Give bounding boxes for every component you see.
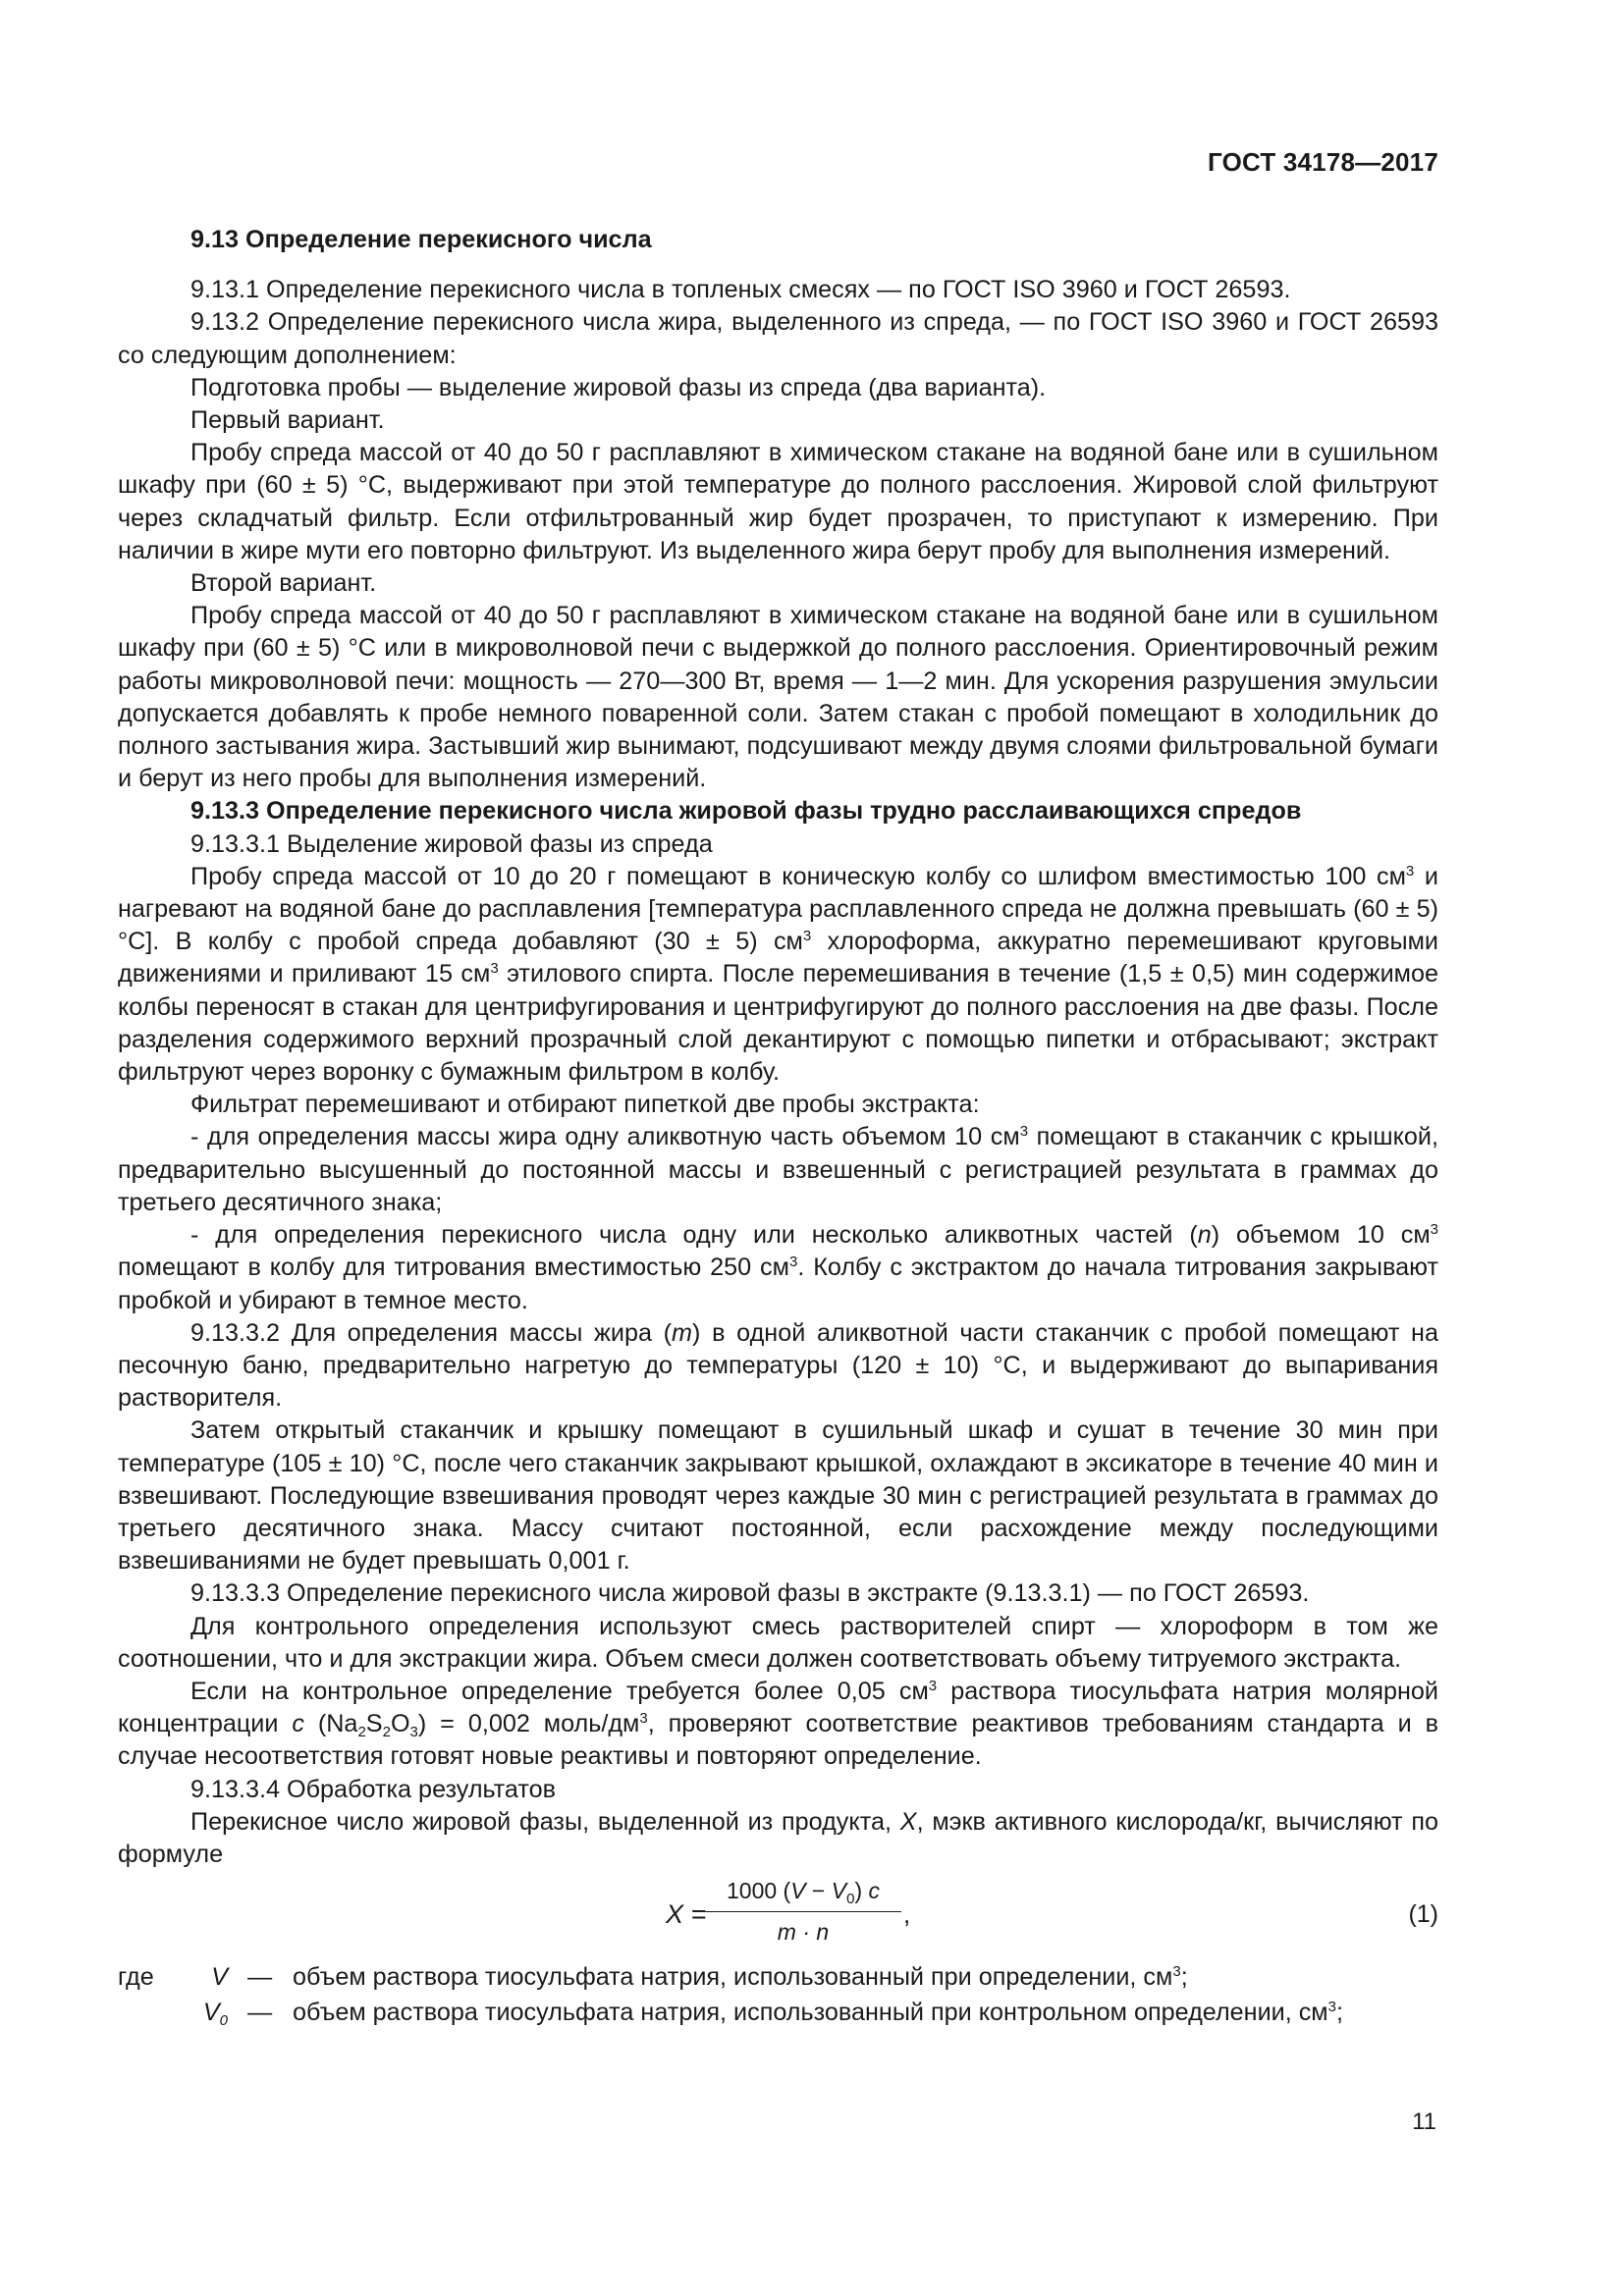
paragraph-sample-prep: Подготовка пробы — выделение жировой фазы из спреда (два варианта). (190, 373, 1047, 401)
paragraph-control: Для контрольного определения используют смесь растворителей спирт — хлороформ в том же соотношении, что и для экстракции жира. Объем смеси должен соответствовать объему титруемого экстракта. (118, 1612, 1438, 1673)
formula-fraction (705, 1875, 901, 1949)
formula-1 (118, 1871, 1438, 1961)
equation-number: (1) (1408, 1900, 1438, 1929)
paragraph-thiosulfate: Если на контрольное определение требуется более 0,05 $см^3$ раствора тиосульфата натрия молярной концентрации c $(Na_2S_2O_3) = 0,002$ моль/$дм^3$, проверяют соответствие реактивов требованиям стандарта и в случае несоответствия готовят новые реактивы и повторяют определение. (118, 1677, 1438, 1771)
paragraph-variant-2: Второй вариант. (190, 569, 377, 598)
where-row-v: где V — объем раствора тиосульфата натрия, использованный при определении, $см^3$; (118, 1961, 1438, 1997)
paragraph-9-13-3-3: 9.13.3.3 Определение перекисного числа жировой фазы в экстракте (9.13.3.1) — по ГОСТ 26593. (190, 1579, 1310, 1608)
paragraph-drying: Затем открытый стаканчик и крышку помещают в сушильный шкаф и сушат в течение 30 мин при температуре (105 ± 10) °С, после чего стаканчик закрывают крышкой, охлаждают в эксикаторе в течение 40 мин и взвешивают. Последующие взвешивания проводят через каждые 30 мин с регистрацией результата в граммах до третьего десятичного знака. Массу считают постоянной, если расхождение между последующими взвешиваниями не будет превышать 0,001 г. (118, 1416, 1438, 1575)
formula-lhs: X = (666, 1899, 707, 1930)
paragraph-9-13-1: 9.13.1 Определение перекисного числа в топленых смесях — по ГОСТ ISO 3960 и ГОСТ 26593. (190, 276, 1291, 304)
subsection-heading-9-13-3: 9.13.3 Определение перекисного числа жировой фазы трудно расслаивающихся спредов (190, 797, 1302, 826)
section-heading: 9.13 Определение перекисного числа (190, 226, 652, 253)
where-label: где (118, 1963, 154, 1992)
paragraph-9-13-3-4: 9.13.3.4 Обработка результатов (190, 1775, 557, 1803)
paragraph-9-13-3-2: 9.13.3.2 Для определения массы жира (m) в одной аликвотной части стаканчик с пробой помещают на песочную баню, предварительно нагретую до температуры (120 ± 10) °С, и выдерживают до выпаривания растворителя. (118, 1318, 1438, 1413)
definition-v: объем раствора тиосульфата натрия, использованный при определении, $см^3$; (293, 1963, 1188, 1992)
formula-comma: , (903, 1899, 911, 1930)
definition-v0: объем раствора тиосульфата натрия, использованный при контрольном определении, $см^3$; (293, 1999, 1343, 2027)
paragraph-extraction: Пробу спреда массой от 10 до 20 г помещают в коническую колбу со шлифом вместимостью 100 $см^3$ и нагревают на водяной бане до расплавления [температура расплавленного спреда не должна превышать (60 ± 5) °С]. В колбу с пробой спреда добавляют (30 ± 5) $см^3$ хлороформа, аккуратно перемешивают круговыми движениями и приливают 15 $см^3$ этилового спирта. После перемешивания в течение (1,5 ± 0,5) мин содержимое колбы переносят в стакан для центрифугирования и центрифугируют до полного расслоения на две фазы. После разделения содержимого верхний прозрачный слой декантируют с помощью пипетки и отбрасывают; экстракт фильтруют через воронку с бумажным фильтром в колбу. (118, 862, 1439, 1087)
page-number: 11 (1412, 2109, 1436, 2135)
paragraph-filtrate: Фильтрат перемешивают и отбирают пипеткой две пробы экстракта: (190, 1091, 980, 1119)
where-row-v0: $V_0$ — объем раствора тиосульфата натрия, использованный при контрольном определении, $см^3$; (118, 1997, 1438, 2032)
paragraph-formula-intro: Перекисное число жировой фазы, выделенной из продукта, X, мэкв активного кислорода/кг, вычисляют по формуле (118, 1807, 1438, 1868)
standard-number: ГОСТ 34178—2017 (1208, 147, 1438, 177)
paragraph-9-13-3-1: 9.13.3.1 Выделение жировой фазы из спреда (190, 829, 713, 858)
list-item-peroxide: - для определения перекисного числа одну или несколько аликвотных частей (n) объемом 10 $см^3$ помещают в колбу для титрования вместимостью 250 $см^3$. Колбу с экстрактом до начала титрования закрывают пробкой и убирают в темное место. (118, 1221, 1439, 1314)
paragraph-9-13-2: 9.13.2 Определение перекисного числа жира, выделенного из спреда, — по ГОСТ ISO 3960 и ГОСТ 26593 со следующим дополнением: (118, 308, 1438, 369)
paragraph-variant-1: Первый вариант. (190, 406, 385, 435)
paragraph-variant-1-text: Пробу спреда массой от 40 до 50 г расплавляют в химическом стакане на водяной бане или в сушильном шкафу при (60 ± 5) °С, выдерживают при этой температуре до полного расслоения. Жировой слой фильтруют через складчатый фильтр. Если отфильтрованный жир будет прозрачен, то приступают к измерению. При наличии в жире мути его повторно фильтруют. Из выделенного жира берут пробу для выполнения измерений. (118, 439, 1438, 564)
list-item-mass: - для определения массы жира одну аликвотную часть объемом 10 $см^3$ помещают в стаканчик с крышкой, предварительно высушенный до постоянной массы и взвешенный с регистрацией результата в граммах до третьего десятичного знака; (118, 1123, 1438, 1216)
formula-numerator: 1000 $(V - V_0)$ c (705, 1875, 901, 1912)
symbol-v0: $V_0$ (202, 1999, 228, 2030)
formula-denominator: m · n (777, 1919, 830, 1946)
document-body (118, 224, 1438, 2032)
paragraph-variant-2-text: Пробу спреда массой от 40 до 50 г расплавляют в химическом стакане на водяной бане или в сушильном шкафу при (60 ± 5) °С или в микроволновой печи с выдержкой до полного расслоения. Ориентировочный режим работы микроволновой печи: мощность — 270—300 Вт, время — 1—2 мин. Для ускорения разрушения эмульсии допускается добавлять к пробе немного поваренной соли. Затем стакан с пробой помещают в холодильник до полного застывания жира. Застывший жир вынимают, подсушивают между двумя слоями фильтровальной бумаги и берут из него пробы для выполнения измерений. (118, 602, 1438, 793)
symbol-v: V (211, 1963, 228, 1992)
